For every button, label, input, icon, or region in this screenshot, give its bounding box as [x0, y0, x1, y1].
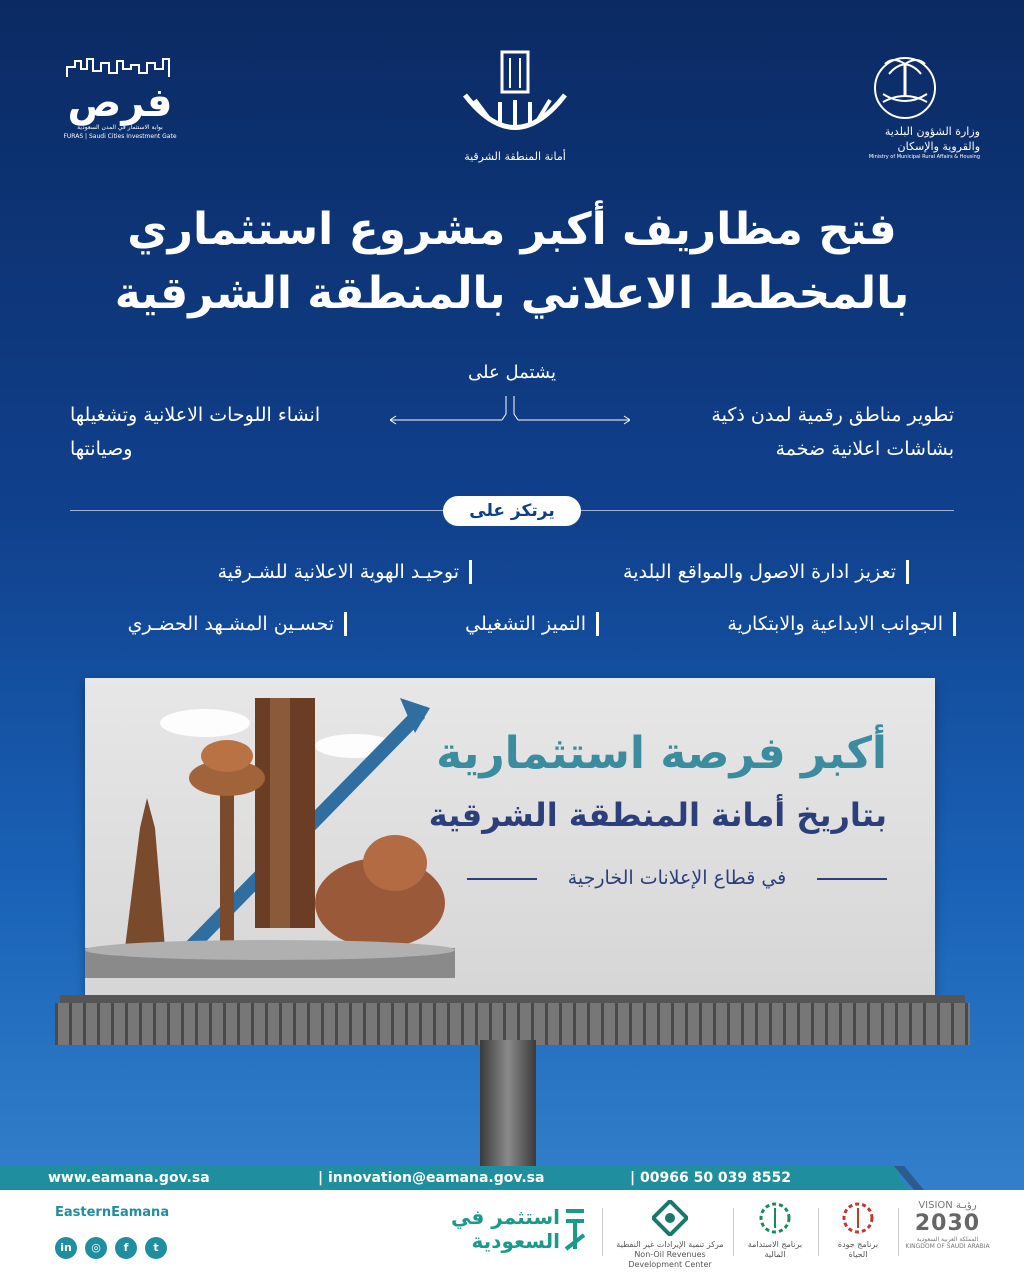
furas-logo — [55, 55, 185, 141]
partner-quality-of-life — [826, 1200, 890, 1260]
focus-item-creativity: الجوانب الابداعية والابتكارية — [727, 612, 956, 636]
partner-fiscal-sustainability — [740, 1200, 810, 1260]
partner2-line-2: المالية — [764, 1250, 786, 1259]
email-link[interactable] — [318, 1166, 544, 1190]
vision-bottom: المملكة العربية السعودية KINGDOM OF SAUDI ARABIA — [905, 1236, 990, 1250]
footer-separator — [602, 1208, 603, 1256]
billboard-pole — [480, 1040, 536, 1175]
footer-separator — [733, 1208, 734, 1256]
includes-left-line-1: انشاء اللوحات الاعلانية وتشغيلها — [70, 404, 321, 426]
furas-mark: فرص — [67, 80, 173, 126]
focus-item-urban: تحسـين المشـهد الحضـري — [128, 612, 347, 636]
furas-caption-en: FURAS | Saudi Cities Investment Gate — [63, 133, 177, 140]
phone-text[interactable]: 00966 50 039 8552 — [640, 1170, 791, 1186]
amana-emblem-icon — [460, 50, 570, 140]
focus-title-pill: يرتكز على — [443, 496, 581, 526]
footer-separator — [818, 1208, 819, 1256]
focus-item-operational: التميز التشغيلي — [465, 612, 599, 636]
page-headline — [60, 198, 964, 326]
email-text[interactable]: innovation@eamana.gov.sa — [328, 1170, 545, 1186]
includes-bracket — [390, 392, 630, 432]
facebook-icon[interactable]: f — [115, 1237, 137, 1259]
tagline-rule-left — [467, 878, 537, 880]
focus-item-assets: تعزيز ادارة الاصول والمواقع البلدية — [623, 560, 909, 584]
tagline-text: في قطاع الإعلانات الخارجية — [567, 867, 787, 889]
amana-logo — [440, 50, 590, 163]
twitter-icon[interactable]: t — [145, 1237, 167, 1259]
billboard-subtitle: بتاريخ أمانة المنطقة الشرقية — [428, 796, 887, 834]
partner1-line-1: مركز تنمية الإيرادات غير النفطية — [616, 1240, 724, 1249]
phone-sep: | — [630, 1170, 640, 1186]
includes-item-billboards — [70, 398, 390, 466]
partner2-line-1: برنامج الاستدامة — [747, 1240, 803, 1249]
billboard-tagline — [467, 866, 887, 890]
website-text[interactable]: www.eamana.gov.sa — [48, 1170, 210, 1186]
contact-bar-stripes — [860, 1166, 940, 1190]
invest-saudi-logo — [450, 1205, 560, 1253]
billboard-title: أكبر فرصة استثمارية — [436, 728, 887, 779]
ministry-logo — [830, 50, 980, 160]
includes-left-line-2: وصيانتها — [70, 438, 133, 460]
includes-title: يشتمل على — [468, 362, 556, 383]
tagline-rule-right — [817, 878, 887, 880]
furas-caption-ar: بوابة الاستثمار في المدن السعودية — [77, 124, 163, 131]
vision-top: VISION رؤيـة — [918, 1200, 977, 1211]
footer-separator — [898, 1208, 899, 1256]
billboard — [85, 678, 935, 998]
fiscal-program-icon — [757, 1200, 793, 1236]
ministry-name-1: وزارة الشؤون البلدية — [884, 125, 980, 138]
headline-line-1: فتح مظاريف أكبر مشروع استثماري — [127, 204, 897, 255]
partner3-line-1: برنامج جودة — [837, 1240, 879, 1249]
website-link[interactable] — [48, 1166, 210, 1190]
focus-item-identity: توحيـد الهوية الاعلانية للشـرقية — [218, 560, 472, 584]
phone-link[interactable] — [630, 1166, 791, 1190]
vision-year: 2030 — [914, 1211, 981, 1236]
includes-right-line-2: بشاشات اعلانية ضخمة — [775, 438, 954, 460]
vision-2030-logo — [905, 1200, 990, 1250]
nonoil-center-icon — [652, 1200, 688, 1236]
includes-right-line-1: تطوير مناطق رقمية لمدن ذكية — [711, 404, 954, 426]
ministry-name-2: والقروية والإسكان — [897, 140, 980, 153]
partner3-line-2: الحياة — [848, 1250, 868, 1259]
invest-line-1: استثمر في — [451, 1205, 560, 1229]
includes-item-digital-zones — [624, 398, 954, 466]
partner-nonoil-center — [615, 1200, 725, 1270]
palm-swords-icon — [855, 50, 955, 120]
instagram-icon[interactable]: ◎ — [85, 1237, 107, 1259]
linkedin-icon[interactable]: in — [55, 1237, 77, 1259]
amana-caption: أمانة المنطقة الشرقية — [464, 150, 566, 163]
social-handle[interactable]: EasternEamana — [55, 1205, 170, 1220]
city-landmarks-illustration — [85, 678, 465, 998]
skyline-icon — [65, 55, 175, 79]
invest-saudi-icon — [560, 1205, 590, 1255]
ministry-name-en: Ministry of Municipal Rural Affairs & Housing — [868, 154, 980, 160]
billboard-railing — [55, 1003, 970, 1045]
partner1-line-2: Non-Oil Revenues Development Center — [628, 1250, 712, 1269]
email-sep: | — [318, 1170, 328, 1186]
invest-line-2: السعودية — [471, 1229, 560, 1253]
headline-line-2: بالمخطط الاعلاني بالمنطقة الشرقية — [114, 268, 910, 319]
quality-of-life-icon — [840, 1200, 876, 1236]
